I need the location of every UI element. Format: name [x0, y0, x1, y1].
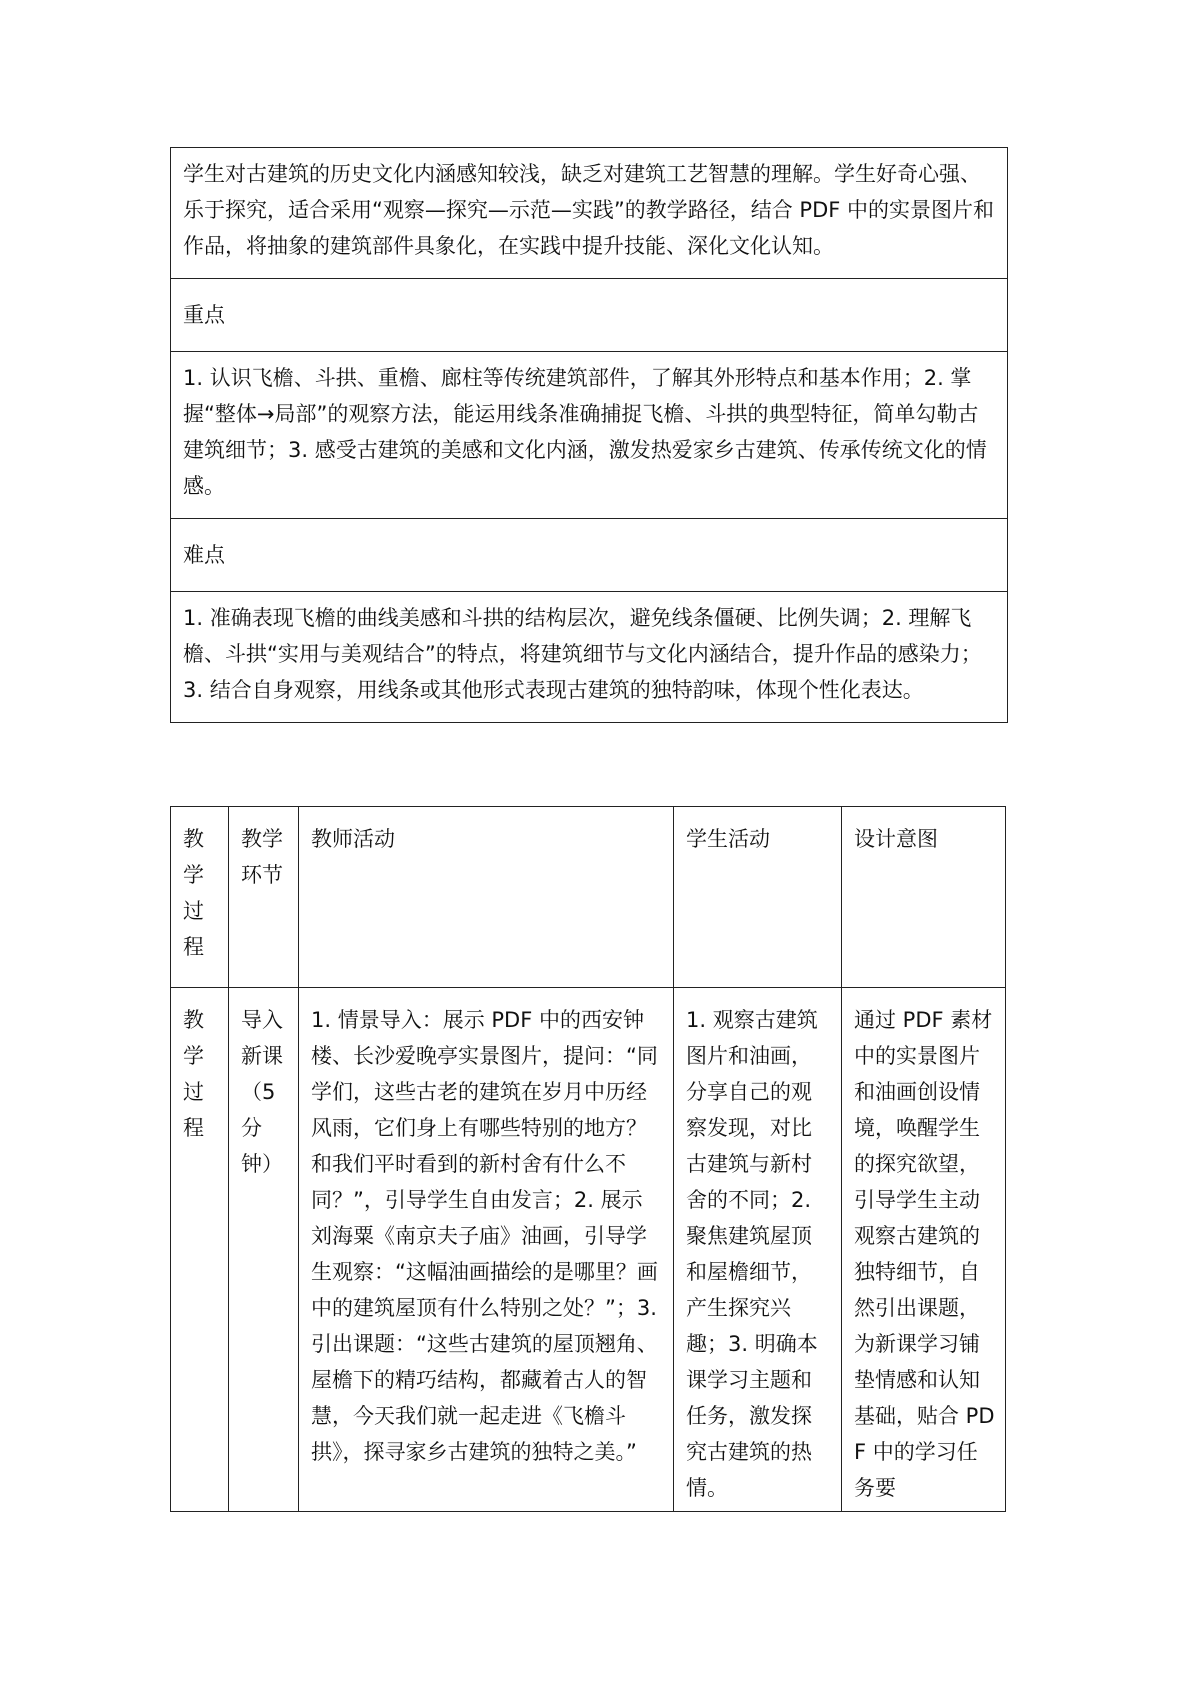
- key-points-text: 1. 认识飞檐、斗拱、重檐、廊柱等传统建筑部件，了解其外形特点和基本作用；2. 掌握“整体→局部”的观察方法，能运用线条准确捕捉飞檐、斗拱的典型特征，简单勾勒古建筑细节；3. 感受古建筑的美感和文化内涵，激发热爱家乡古建筑、传承传统文化的情感。: [171, 352, 1008, 519]
- row-teacher-activity: 1. 情景导入：展示 PDF 中的西安钟楼、长沙爱晚亭实景图片，提问：“同学们，这些古老的建筑在岁月中历经风雨，它们身上有哪些特别的地方？和我们平时看到的新村舍有什么不同？”，引导学生自由发言；2. 展示刘海粟《南京夫子庙》油画，引导学生观察：“这幅油画描绘的是哪里？画中的建筑屋顶有什么特别之处？”；3. 引出课题：“这些古建筑的屋顶翘角、屋檐下的精巧结构，都藏着古人的智慧，今天我们就一起走进《飞檐斗拱》，探寻家乡古建筑的独特之美。”: [299, 988, 674, 1512]
- key-points-label-row: [171, 279, 1008, 352]
- process-row-intro: [171, 988, 1006, 1512]
- header-teacher-activity: 教师活动: [299, 807, 674, 988]
- key-points-label: 重点: [171, 279, 1008, 352]
- row-student-activity: 1. 观察古建筑图片和油画，分享自己的观察发现，对比古建筑与新村舍的不同；2. 聚焦建筑屋顶和屋檐细节，产生探究兴趣；3. 明确本课学习主题和任务，激发探究古建筑的热情。: [674, 988, 842, 1512]
- analysis-row: [171, 148, 1008, 279]
- teaching-process-table: [170, 806, 1006, 1512]
- difficulties-label: 难点: [171, 519, 1008, 592]
- row-stage: 教学过程: [171, 988, 229, 1512]
- header-section: 教学环节: [229, 807, 299, 988]
- key-points-row: [171, 352, 1008, 519]
- analysis-text: 学生对古建筑的历史文化内涵感知较浅，缺乏对建筑工艺智慧的理解。学生好奇心强、乐于探究，适合采用“观察—探究—示范—实践”的教学路径，结合 PDF 中的实景图片和作品，将抽象的建筑部件具象化，在实践中提升技能、深化文化认知。: [171, 148, 1008, 279]
- lesson-info-table: [170, 147, 1008, 723]
- row-section: 导入新课（5分钟）: [229, 988, 299, 1512]
- row-design-intent: 通过 PDF 素材中的实景图片和油画创设情境，唤醒学生的探究欲望，引导学生主动观察古建筑的独特细节，自然引出课题，为新课学习铺垫情感和认知基础，贴合 PDF 中的学习任务要: [842, 988, 1006, 1512]
- difficulties-label-row: [171, 519, 1008, 592]
- process-header-row: [171, 807, 1006, 988]
- header-stage: 教学过程: [171, 807, 229, 988]
- difficulties-text: 1. 准确表现飞檐的曲线美感和斗拱的结构层次，避免线条僵硬、比例失调；2. 理解飞檐、斗拱“实用与美观结合”的特点，将建筑细节与文化内涵结合，提升作品的感染力；3. 结合自身观察，用线条或其他形式表现古建筑的独特韵味，体现个性化表达。: [171, 592, 1008, 723]
- header-student-activity: 学生活动: [674, 807, 842, 988]
- header-design-intent: 设计意图: [842, 807, 1006, 988]
- difficulties-row: [171, 592, 1008, 723]
